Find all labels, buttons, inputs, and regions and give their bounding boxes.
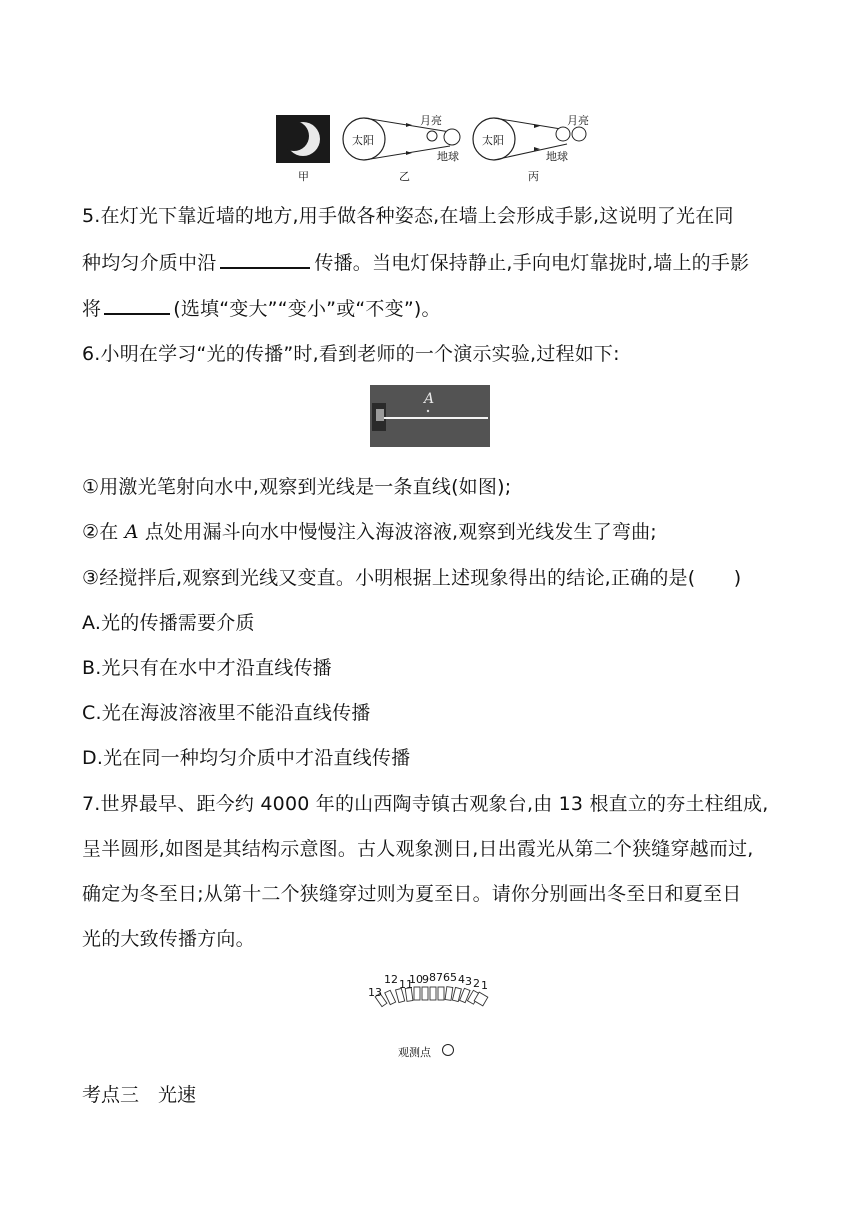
q6-step-2 (82, 519, 657, 545)
pillar-4: 4 (458, 973, 465, 986)
pillar-2: 2 (473, 977, 480, 990)
q6-step-1: ①用激光笔射向水中,观察到光线是一条直线(如图); (82, 476, 512, 498)
pillar-9: 9 (422, 973, 429, 986)
q5-text-2a: 种均匀介质中沿 (82, 252, 217, 274)
pillar-5: 5 (450, 971, 457, 984)
pillar-10: 10 (409, 973, 423, 986)
pillar-13: 13 (368, 986, 382, 999)
moon-shadow (279, 121, 309, 151)
q7-line-4: 光的大致传播方向。 (82, 928, 255, 950)
pillar-1: 1 (481, 979, 488, 992)
label-bing: 丙 (528, 170, 539, 183)
earth-circle-yi (444, 129, 460, 145)
sun-label-bing: 太阳 (482, 134, 504, 147)
point-a-label: A (424, 391, 435, 407)
pillar-7: 7 (436, 971, 443, 984)
moon-circle-yi (427, 131, 437, 141)
label-jia: 甲 (298, 170, 309, 183)
pillar-6: 6 (443, 971, 450, 984)
q6-step-2a: ②在 (82, 521, 119, 543)
label-yi: 乙 (399, 170, 410, 183)
q5-text-2b: 传播。当电灯保持静止,手向电灯靠拢时,墙上的手影 (314, 252, 750, 274)
q5-text-3a: 将 (82, 298, 102, 320)
laser-photo (370, 385, 490, 447)
q5-text-3b: (选填“变大”“变小”或“不变”)。 (173, 298, 441, 320)
q6-step-2-var: A (124, 521, 139, 543)
q5-line-3 (82, 295, 441, 322)
moon-label-yi: 月亮 (420, 114, 442, 127)
earth-label-yi: 地球 (437, 150, 459, 163)
earth-label-bing: 地球 (546, 150, 568, 163)
earth-circle-bing (572, 127, 586, 141)
q5-line-1: 5.在灯光下靠近墙的地方,用手做各种姿态,在墙上会形成手影,这说明了光在同 (82, 205, 734, 227)
option-a[interactable]: A.光的传播需要介质 (82, 612, 255, 634)
q6-step-3: ③经搅拌后,观察到光线又变直。小明根据上述现象得出的结论,正确的是( ) (82, 567, 742, 589)
q7-line-2: 呈半圆形,如图是其结构示意图。古人观象测日,日出霞光从第二个狭缝穿越而过, (82, 838, 754, 860)
pillar-11: 11 (399, 978, 413, 991)
observatory-figure (366, 970, 496, 1065)
observe-point-label: 观测点 (398, 1046, 431, 1059)
q5-line-2 (82, 249, 749, 276)
option-c[interactable]: C.光在海波溶液里不能沿直线传播 (82, 702, 371, 724)
section-heading: 考点三 光速 (82, 1084, 197, 1106)
q6-step-2b: 点处用漏斗向水中慢慢注入海波溶液,观察到光线发生了弯曲; (144, 521, 657, 543)
q6-intro: 6.小明在学习“光的传播”时,看到老师的一个演示实验,过程如下: (82, 343, 620, 365)
pillar-12: 12 (384, 973, 398, 986)
option-b[interactable]: B.光只有在水中才沿直线传播 (82, 657, 332, 679)
moon-circle-bing (556, 127, 570, 141)
moon-label-bing: 月亮 (567, 114, 589, 127)
pillar-3: 3 (465, 975, 472, 988)
pillar-8: 8 (429, 971, 436, 984)
sun-label-yi: 太阳 (352, 134, 374, 147)
answer-blank-1[interactable] (220, 249, 310, 269)
observe-point-circle-icon (442, 1044, 454, 1056)
answer-blank-2[interactable] (104, 295, 170, 315)
q7-line-3: 确定为冬至日;从第十二个狭缝穿过则为夏至日。请你分别画出冬至日和夏至日 (82, 883, 742, 905)
option-d[interactable]: D.光在同一种均匀介质中才沿直线传播 (82, 747, 411, 769)
q7-line-1: 7.世界最早、距今约 4000 年的山西陶寺镇古观象台,由 13 根直立的夯土柱组成, (82, 793, 769, 815)
moon-phase-figure (272, 112, 592, 188)
